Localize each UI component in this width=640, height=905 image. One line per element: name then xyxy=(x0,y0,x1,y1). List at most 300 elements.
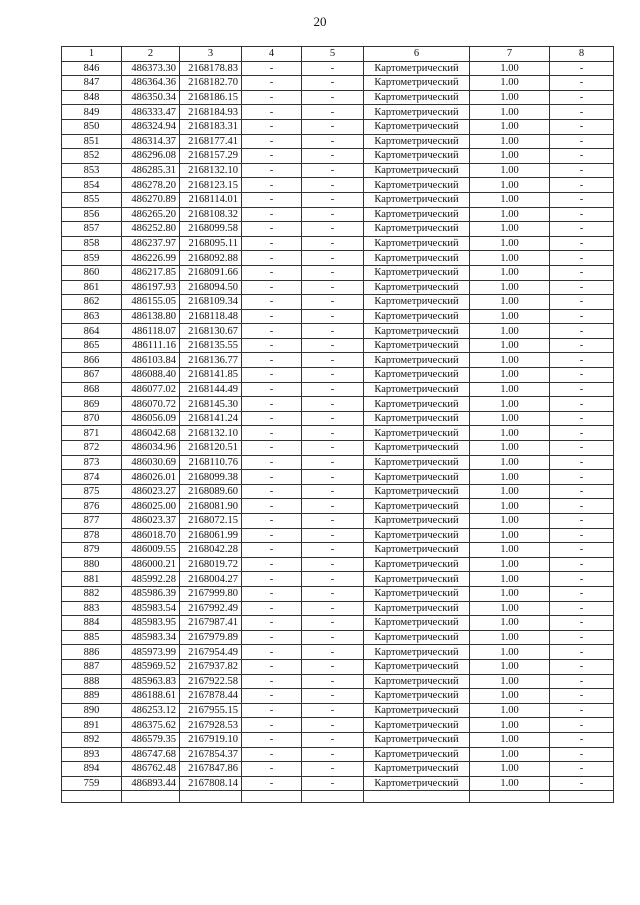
accuracy-cell: 1.00 xyxy=(470,295,550,310)
x-coordinate-cell: 485963.83 xyxy=(122,674,180,689)
table-row xyxy=(62,134,614,149)
x-coordinate-cell: 485983.95 xyxy=(122,616,180,631)
table-row xyxy=(62,295,614,310)
col4-cell: - xyxy=(242,222,302,237)
table-row xyxy=(62,659,614,674)
accuracy-cell: 1.00 xyxy=(470,426,550,441)
accuracy-cell: 1.00 xyxy=(470,499,550,514)
table-row xyxy=(62,762,614,777)
col8-cell: - xyxy=(550,762,614,777)
table-row xyxy=(62,674,614,689)
accuracy-cell: 1.00 xyxy=(470,601,550,616)
col8-cell: - xyxy=(550,543,614,558)
accuracy-cell: 1.00 xyxy=(470,222,550,237)
col8-cell: - xyxy=(550,163,614,178)
col4-cell: - xyxy=(242,105,302,120)
col4-cell: - xyxy=(242,718,302,733)
col8-cell: - xyxy=(550,251,614,266)
x-coordinate-cell: 486296.08 xyxy=(122,149,180,164)
col5-cell: - xyxy=(302,309,364,324)
column-header: 6 xyxy=(364,47,470,62)
table-row xyxy=(62,616,614,631)
col5-cell: - xyxy=(302,543,364,558)
point-number-cell: 873 xyxy=(62,455,122,470)
accuracy-cell: 1.00 xyxy=(470,149,550,164)
point-number-cell: 875 xyxy=(62,484,122,499)
empty-cell xyxy=(180,791,242,803)
x-coordinate-cell: 486155.05 xyxy=(122,295,180,310)
col5-cell: - xyxy=(302,134,364,149)
col4-cell: - xyxy=(242,441,302,456)
x-coordinate-cell: 486278.20 xyxy=(122,178,180,193)
table-row xyxy=(62,338,614,353)
col5-cell: - xyxy=(302,163,364,178)
col8-cell: - xyxy=(550,324,614,339)
x-coordinate-cell: 485973.99 xyxy=(122,645,180,660)
col4-cell: - xyxy=(242,382,302,397)
method-cell: Картометрический xyxy=(364,324,470,339)
col8-cell: - xyxy=(550,441,614,456)
table-row xyxy=(62,397,614,412)
method-cell: Картометрический xyxy=(364,455,470,470)
method-cell: Картометрический xyxy=(364,149,470,164)
table-row xyxy=(62,703,614,718)
col5-cell: - xyxy=(302,324,364,339)
x-coordinate-cell: 485986.39 xyxy=(122,586,180,601)
col5-cell: - xyxy=(302,732,364,747)
method-cell: Картометрический xyxy=(364,295,470,310)
col5-cell: - xyxy=(302,90,364,105)
col4-cell: - xyxy=(242,149,302,164)
col4-cell: - xyxy=(242,90,302,105)
point-number-cell: 872 xyxy=(62,441,122,456)
y-coordinate-cell: 2168110.76 xyxy=(180,455,242,470)
x-coordinate-cell: 486747.68 xyxy=(122,747,180,762)
method-cell: Картометрический xyxy=(364,61,470,76)
col8-cell: - xyxy=(550,353,614,368)
col4-cell: - xyxy=(242,119,302,134)
y-coordinate-cell: 2168130.67 xyxy=(180,324,242,339)
method-cell: Картометрический xyxy=(364,543,470,558)
table-row xyxy=(62,149,614,164)
col8-cell: - xyxy=(550,528,614,543)
point-number-cell: 866 xyxy=(62,353,122,368)
col4-cell: - xyxy=(242,163,302,178)
table-row xyxy=(62,368,614,383)
y-coordinate-cell: 2168178.83 xyxy=(180,61,242,76)
table-row xyxy=(62,645,614,660)
table-row xyxy=(62,586,614,601)
point-number-cell: 894 xyxy=(62,762,122,777)
table-row xyxy=(62,178,614,193)
table-row xyxy=(62,718,614,733)
y-coordinate-cell: 2168081.90 xyxy=(180,499,242,514)
method-cell: Картометрический xyxy=(364,309,470,324)
accuracy-cell: 1.00 xyxy=(470,586,550,601)
method-cell: Картометрический xyxy=(364,251,470,266)
col8-cell: - xyxy=(550,659,614,674)
accuracy-cell: 1.00 xyxy=(470,645,550,660)
y-coordinate-cell: 2167808.14 xyxy=(180,776,242,791)
col4-cell: - xyxy=(242,280,302,295)
col8-cell: - xyxy=(550,338,614,353)
accuracy-cell: 1.00 xyxy=(470,572,550,587)
col8-cell: - xyxy=(550,718,614,733)
table-row xyxy=(62,470,614,485)
method-cell: Картометрический xyxy=(364,236,470,251)
x-coordinate-cell: 486023.37 xyxy=(122,514,180,529)
method-cell: Картометрический xyxy=(364,499,470,514)
column-header: 7 xyxy=(470,47,550,62)
col5-cell: - xyxy=(302,295,364,310)
x-coordinate-cell: 486217.85 xyxy=(122,265,180,280)
empty-table-row xyxy=(62,791,614,803)
col4-cell: - xyxy=(242,265,302,280)
point-number-cell: 857 xyxy=(62,222,122,237)
col5-cell: - xyxy=(302,149,364,164)
method-cell: Картометрический xyxy=(364,265,470,280)
y-coordinate-cell: 2168141.85 xyxy=(180,368,242,383)
col4-cell: - xyxy=(242,353,302,368)
y-coordinate-cell: 2168099.38 xyxy=(180,470,242,485)
method-cell: Картометрический xyxy=(364,426,470,441)
col4-cell: - xyxy=(242,528,302,543)
col8-cell: - xyxy=(550,426,614,441)
column-header: 1 xyxy=(62,47,122,62)
accuracy-cell: 1.00 xyxy=(470,163,550,178)
accuracy-cell: 1.00 xyxy=(470,382,550,397)
col4-cell: - xyxy=(242,207,302,222)
empty-cell xyxy=(122,791,180,803)
col8-cell: - xyxy=(550,732,614,747)
col8-cell: - xyxy=(550,309,614,324)
x-coordinate-cell: 486018.70 xyxy=(122,528,180,543)
table-row xyxy=(62,324,614,339)
table-row xyxy=(62,265,614,280)
col5-cell: - xyxy=(302,455,364,470)
point-number-cell: 855 xyxy=(62,192,122,207)
accuracy-cell: 1.00 xyxy=(470,747,550,762)
table-row xyxy=(62,601,614,616)
col5-cell: - xyxy=(302,499,364,514)
point-number-cell: 869 xyxy=(62,397,122,412)
col5-cell: - xyxy=(302,616,364,631)
point-number-cell: 864 xyxy=(62,324,122,339)
col5-cell: - xyxy=(302,630,364,645)
col8-cell: - xyxy=(550,397,614,412)
col4-cell: - xyxy=(242,514,302,529)
point-number-cell: 893 xyxy=(62,747,122,762)
y-coordinate-cell: 2167878.44 xyxy=(180,689,242,704)
col4-cell: - xyxy=(242,762,302,777)
col4-cell: - xyxy=(242,630,302,645)
accuracy-cell: 1.00 xyxy=(470,470,550,485)
table-row xyxy=(62,61,614,76)
column-header: 4 xyxy=(242,47,302,62)
column-header: 5 xyxy=(302,47,364,62)
col4-cell: - xyxy=(242,192,302,207)
col4-cell: - xyxy=(242,747,302,762)
col8-cell: - xyxy=(550,105,614,120)
accuracy-cell: 1.00 xyxy=(470,616,550,631)
method-cell: Картометрический xyxy=(364,353,470,368)
x-coordinate-cell: 486077.02 xyxy=(122,382,180,397)
accuracy-cell: 1.00 xyxy=(470,368,550,383)
col8-cell: - xyxy=(550,295,614,310)
method-cell: Картометрический xyxy=(364,630,470,645)
method-cell: Картометрический xyxy=(364,470,470,485)
x-coordinate-cell: 486226.99 xyxy=(122,251,180,266)
x-coordinate-cell: 486034.96 xyxy=(122,441,180,456)
x-coordinate-cell: 486111.16 xyxy=(122,338,180,353)
y-coordinate-cell: 2168118.48 xyxy=(180,309,242,324)
point-number-cell: 888 xyxy=(62,674,122,689)
y-coordinate-cell: 2168108.32 xyxy=(180,207,242,222)
y-coordinate-cell: 2168019.72 xyxy=(180,557,242,572)
col4-cell: - xyxy=(242,324,302,339)
col4-cell: - xyxy=(242,543,302,558)
point-number-cell: 874 xyxy=(62,470,122,485)
accuracy-cell: 1.00 xyxy=(470,397,550,412)
method-cell: Картометрический xyxy=(364,776,470,791)
method-cell: Картометрический xyxy=(364,382,470,397)
table-row xyxy=(62,557,614,572)
table-row xyxy=(62,90,614,105)
x-coordinate-cell: 486188.61 xyxy=(122,689,180,704)
table-row xyxy=(62,441,614,456)
table-row xyxy=(62,309,614,324)
table-row xyxy=(62,543,614,558)
x-coordinate-cell: 486314.37 xyxy=(122,134,180,149)
accuracy-cell: 1.00 xyxy=(470,134,550,149)
col5-cell: - xyxy=(302,411,364,426)
col4-cell: - xyxy=(242,616,302,631)
col5-cell: - xyxy=(302,586,364,601)
col4-cell: - xyxy=(242,236,302,251)
point-number-cell: 862 xyxy=(62,295,122,310)
y-coordinate-cell: 2168061.99 xyxy=(180,528,242,543)
col8-cell: - xyxy=(550,382,614,397)
col5-cell: - xyxy=(302,178,364,193)
table-row xyxy=(62,105,614,120)
table-row xyxy=(62,280,614,295)
col5-cell: - xyxy=(302,368,364,383)
col5-cell: - xyxy=(302,280,364,295)
empty-cell xyxy=(302,791,364,803)
col4-cell: - xyxy=(242,251,302,266)
y-coordinate-cell: 2167854.37 xyxy=(180,747,242,762)
x-coordinate-cell: 486270.89 xyxy=(122,192,180,207)
col8-cell: - xyxy=(550,76,614,91)
col8-cell: - xyxy=(550,119,614,134)
col8-cell: - xyxy=(550,703,614,718)
method-cell: Картометрический xyxy=(364,645,470,660)
point-number-cell: 880 xyxy=(62,557,122,572)
col5-cell: - xyxy=(302,484,364,499)
x-coordinate-cell: 485983.34 xyxy=(122,630,180,645)
accuracy-cell: 1.00 xyxy=(470,353,550,368)
col8-cell: - xyxy=(550,61,614,76)
col8-cell: - xyxy=(550,236,614,251)
y-coordinate-cell: 2168094.50 xyxy=(180,280,242,295)
col5-cell: - xyxy=(302,776,364,791)
col5-cell: - xyxy=(302,119,364,134)
y-coordinate-cell: 2167954.49 xyxy=(180,645,242,660)
empty-cell xyxy=(550,791,614,803)
x-coordinate-cell: 486237.97 xyxy=(122,236,180,251)
col4-cell: - xyxy=(242,776,302,791)
col4-cell: - xyxy=(242,689,302,704)
col8-cell: - xyxy=(550,280,614,295)
col5-cell: - xyxy=(302,353,364,368)
table-row xyxy=(62,572,614,587)
accuracy-cell: 1.00 xyxy=(470,630,550,645)
col5-cell: - xyxy=(302,689,364,704)
y-coordinate-cell: 2168095.11 xyxy=(180,236,242,251)
x-coordinate-cell: 486253.12 xyxy=(122,703,180,718)
x-coordinate-cell: 486364.36 xyxy=(122,76,180,91)
table-row xyxy=(62,76,614,91)
col8-cell: - xyxy=(550,689,614,704)
col4-cell: - xyxy=(242,178,302,193)
col5-cell: - xyxy=(302,382,364,397)
col4-cell: - xyxy=(242,411,302,426)
col5-cell: - xyxy=(302,674,364,689)
y-coordinate-cell: 2167999.80 xyxy=(180,586,242,601)
accuracy-cell: 1.00 xyxy=(470,265,550,280)
table-row xyxy=(62,119,614,134)
accuracy-cell: 1.00 xyxy=(470,309,550,324)
col5-cell: - xyxy=(302,470,364,485)
x-coordinate-cell: 486265.20 xyxy=(122,207,180,222)
col8-cell: - xyxy=(550,484,614,499)
col8-cell: - xyxy=(550,411,614,426)
method-cell: Картометрический xyxy=(364,192,470,207)
point-number-cell: 892 xyxy=(62,732,122,747)
accuracy-cell: 1.00 xyxy=(470,762,550,777)
accuracy-cell: 1.00 xyxy=(470,76,550,91)
col5-cell: - xyxy=(302,265,364,280)
x-coordinate-cell: 486025.00 xyxy=(122,499,180,514)
col8-cell: - xyxy=(550,368,614,383)
y-coordinate-cell: 2168182.70 xyxy=(180,76,242,91)
table-row xyxy=(62,222,614,237)
col4-cell: - xyxy=(242,645,302,660)
method-cell: Картометрический xyxy=(364,134,470,149)
method-cell: Картометрический xyxy=(364,105,470,120)
col8-cell: - xyxy=(550,776,614,791)
accuracy-cell: 1.00 xyxy=(470,659,550,674)
y-coordinate-cell: 2168114.01 xyxy=(180,192,242,207)
method-cell: Картометрический xyxy=(364,163,470,178)
col5-cell: - xyxy=(302,659,364,674)
y-coordinate-cell: 2167992.49 xyxy=(180,601,242,616)
col4-cell: - xyxy=(242,732,302,747)
empty-cell xyxy=(470,791,550,803)
point-number-cell: 879 xyxy=(62,543,122,558)
table-row xyxy=(62,236,614,251)
y-coordinate-cell: 2168136.77 xyxy=(180,353,242,368)
empty-cell xyxy=(242,791,302,803)
method-cell: Картометрический xyxy=(364,557,470,572)
point-number-cell: 863 xyxy=(62,309,122,324)
x-coordinate-cell: 486000.21 xyxy=(122,557,180,572)
col8-cell: - xyxy=(550,178,614,193)
x-coordinate-cell: 486373.30 xyxy=(122,61,180,76)
point-number-cell: 868 xyxy=(62,382,122,397)
x-coordinate-cell: 486893.44 xyxy=(122,776,180,791)
col8-cell: - xyxy=(550,134,614,149)
y-coordinate-cell: 2167847.86 xyxy=(180,762,242,777)
method-cell: Картометрический xyxy=(364,411,470,426)
col5-cell: - xyxy=(302,207,364,222)
col4-cell: - xyxy=(242,76,302,91)
col8-cell: - xyxy=(550,470,614,485)
point-number-cell: 849 xyxy=(62,105,122,120)
point-number-cell: 891 xyxy=(62,718,122,733)
method-cell: Картометрический xyxy=(364,368,470,383)
col5-cell: - xyxy=(302,601,364,616)
table-row xyxy=(62,192,614,207)
column-header: 2 xyxy=(122,47,180,62)
method-cell: Картометрический xyxy=(364,747,470,762)
x-coordinate-cell: 486324.94 xyxy=(122,119,180,134)
point-number-cell: 876 xyxy=(62,499,122,514)
col8-cell: - xyxy=(550,192,614,207)
point-number-cell: 759 xyxy=(62,776,122,791)
y-coordinate-cell: 2168184.93 xyxy=(180,105,242,120)
point-number-cell: 885 xyxy=(62,630,122,645)
point-number-cell: 861 xyxy=(62,280,122,295)
col8-cell: - xyxy=(550,586,614,601)
col5-cell: - xyxy=(302,528,364,543)
point-number-cell: 870 xyxy=(62,411,122,426)
point-number-cell: 887 xyxy=(62,659,122,674)
col8-cell: - xyxy=(550,674,614,689)
x-coordinate-cell: 486042.68 xyxy=(122,426,180,441)
point-number-cell: 852 xyxy=(62,149,122,164)
y-coordinate-cell: 2168092.88 xyxy=(180,251,242,266)
x-coordinate-cell: 486762.48 xyxy=(122,762,180,777)
point-number-cell: 886 xyxy=(62,645,122,660)
accuracy-cell: 1.00 xyxy=(470,411,550,426)
table-row xyxy=(62,163,614,178)
point-number-cell: 859 xyxy=(62,251,122,266)
x-coordinate-cell: 486285.31 xyxy=(122,163,180,178)
col8-cell: - xyxy=(550,149,614,164)
col8-cell: - xyxy=(550,557,614,572)
column-header: 8 xyxy=(550,47,614,62)
accuracy-cell: 1.00 xyxy=(470,236,550,251)
method-cell: Картометрический xyxy=(364,674,470,689)
y-coordinate-cell: 2168099.58 xyxy=(180,222,242,237)
point-number-cell: 878 xyxy=(62,528,122,543)
method-cell: Картометрический xyxy=(364,484,470,499)
accuracy-cell: 1.00 xyxy=(470,703,550,718)
method-cell: Картометрический xyxy=(364,90,470,105)
col8-cell: - xyxy=(550,616,614,631)
y-coordinate-cell: 2168042.28 xyxy=(180,543,242,558)
y-coordinate-cell: 2168123.15 xyxy=(180,178,242,193)
col5-cell: - xyxy=(302,76,364,91)
point-number-cell: 846 xyxy=(62,61,122,76)
point-number-cell: 856 xyxy=(62,207,122,222)
col4-cell: - xyxy=(242,674,302,689)
table-row xyxy=(62,251,614,266)
method-cell: Картометрический xyxy=(364,732,470,747)
empty-cell xyxy=(364,791,470,803)
table-row xyxy=(62,689,614,704)
